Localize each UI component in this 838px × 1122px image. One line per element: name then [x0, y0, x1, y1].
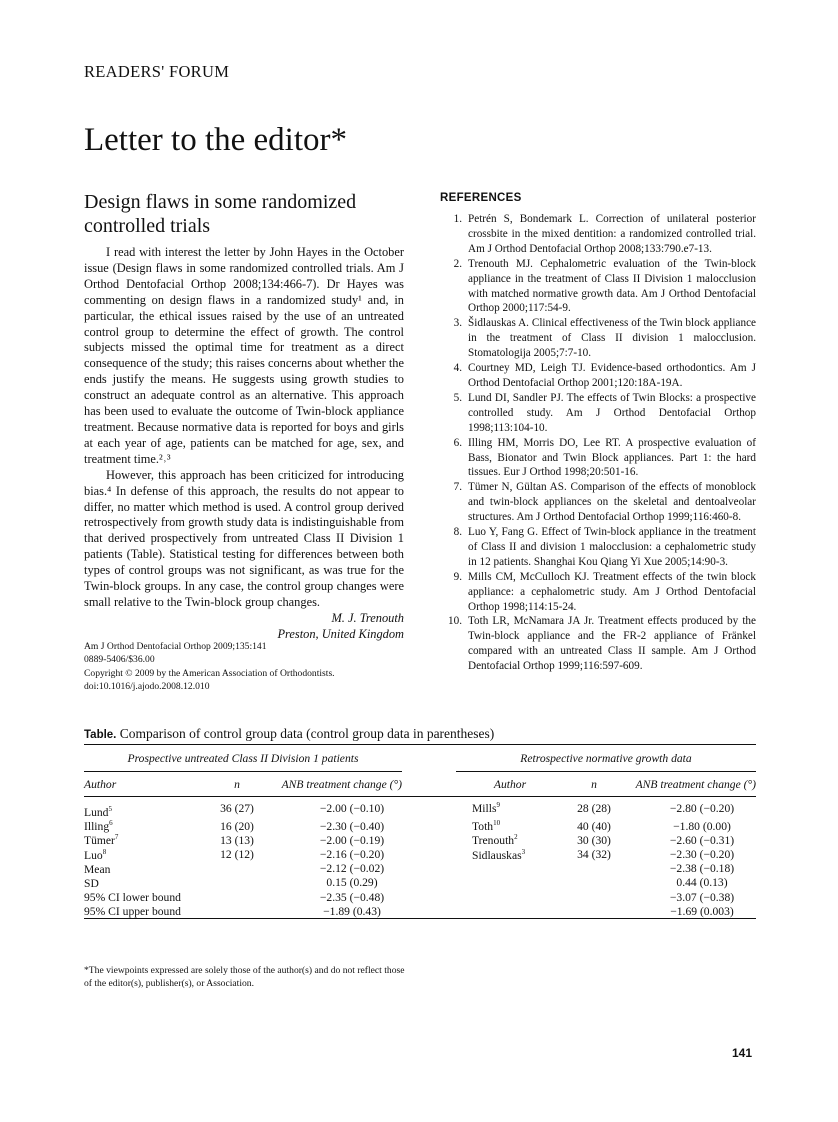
- cell-n: 13 (13): [220, 833, 254, 847]
- letter-body: [84, 245, 404, 643]
- reference-item: [440, 614, 756, 674]
- cell-anb: −2.00 (−0.19): [319, 833, 385, 847]
- header-anb: ANB treatment change (°): [281, 777, 402, 791]
- cell-anb: −2.38 (−0.18): [669, 862, 735, 876]
- reference-item: [440, 480, 756, 525]
- cell-n: [212, 862, 262, 876]
- cell-anb: −1.80 (0.00): [673, 819, 731, 833]
- cell-author: Sidlauskas$^3$: [472, 847, 526, 862]
- cell-n: 34 (32): [577, 847, 611, 861]
- reference-number: 7.: [453, 481, 462, 494]
- cell-author: [456, 904, 564, 919]
- reference-text: Toth LR, McNamara JA Jr. Treatment effects produced by the Twin-block appliance and the FR-2 appliance of Fränkel compared with an untreated Class II sample. Am J Orthod Dentofacial Orthop 1999;116:597-609.: [468, 615, 756, 673]
- page-title: Letter to the editor*: [84, 122, 347, 158]
- cell-n: [212, 904, 262, 919]
- citation: Am J Orthod Dentofacial Orthop 2009;135:141: [84, 641, 267, 652]
- reference-item: [440, 391, 756, 436]
- cell-author: Toth$^{10}$: [472, 819, 501, 834]
- caption-text: Comparison of control group data (control group data in parentheses): [119, 726, 495, 741]
- cell-author: 95% CI upper bound: [84, 905, 181, 919]
- cell-anb: −2.80 (−0.20): [669, 801, 735, 815]
- group-header-right: Retrospective normative growth data: [456, 745, 756, 772]
- reference-item: [440, 361, 756, 391]
- reference-text: Tümer N, Gültan AS. Comparison of the effects of monoblock and twin-block appliances on the skeletal and dentoalveolar structures. Am J Orthod Dentofacial Orthop 1999;116:460-8.: [468, 481, 756, 524]
- group-header-left: Prospective untreated Class II Division 1 patients: [84, 745, 402, 772]
- cell-anb: −2.16 (−0.20): [319, 847, 385, 861]
- cell-n: 36 (27): [220, 801, 254, 815]
- cell-n: [564, 862, 624, 876]
- table-caption: [84, 726, 494, 742]
- cell-n: 40 (40): [577, 819, 611, 833]
- cell-anb: −2.35 (−0.48): [319, 890, 385, 904]
- reference-text: Šidlauskas A. Clinical effectiveness of the Twin block appliance in the treatment of Class II division 1 malocclusion. Stomatologija 2005;7:7-10.: [468, 317, 756, 360]
- references-heading: REFERENCES: [440, 192, 522, 204]
- header-n: n: [591, 777, 597, 791]
- cell-author: SD: [84, 876, 99, 890]
- cell-author: [456, 876, 564, 890]
- table-row: [84, 833, 756, 847]
- header-n: n: [234, 777, 240, 791]
- cell-author: Luo$^8$: [84, 847, 107, 862]
- cell-anb: −2.60 (−0.31): [669, 833, 735, 847]
- cell-anb: −2.12 (−0.02): [319, 862, 385, 876]
- cell-anb: −1.69 (0.003): [670, 904, 734, 918]
- table-row: [84, 862, 756, 876]
- cell-n: 12 (12): [220, 847, 254, 861]
- reference-number: 10.: [448, 615, 462, 628]
- cell-author: Trenouth$^2$: [472, 833, 518, 848]
- reference-text: Petrén S, Bondemark L. Correction of unilateral posterior crossbite in the mixed dentition: a randomized controlled trial. Am J Orthod Dentofacial Orthop 2008;133:790.e7-13.: [468, 213, 756, 255]
- reference-item: [440, 436, 756, 481]
- reference-list: [440, 212, 756, 674]
- reference-number: 1.: [453, 213, 462, 225]
- reference-item: [440, 316, 756, 361]
- reference-text: Luo Y, Fang G. Effect of Twin-block appliance in the treatment of Class II and division 1 malocclusion: a cephalometric study in 12 patients. Shanghai Kou Qiang Yi Xue 2005;14:90-3.: [468, 526, 756, 568]
- reference-text: Trenouth MJ. Cephalometric evaluation of the Twin-block appliance in the treatment of Class II Division 1 malocclusion with matched normative growth data. Am J Orthod Dentofacial Orthop 2000;117:54-9.: [468, 257, 756, 315]
- reference-number: 4.: [453, 362, 462, 375]
- cell-author: Mean: [84, 862, 111, 876]
- citation-meta: [84, 640, 335, 693]
- table-label: Table.: [84, 729, 117, 741]
- table-row: [84, 890, 756, 904]
- header-anb: ANB treatment change (°): [635, 777, 756, 791]
- footnote: *The viewpoints expressed are solely those of the author(s) and do not reflect those of the editor(s), publisher(s), or Association.: [84, 965, 405, 990]
- cell-author: Illing$^6$: [84, 819, 113, 834]
- reference-number: 6.: [453, 436, 462, 449]
- reference-number: 5.: [453, 391, 462, 404]
- cell-anb: −2.00 (−0.10): [319, 801, 385, 815]
- cell-anb: −2.30 (−0.40): [319, 819, 385, 833]
- header-author: Author: [493, 777, 527, 791]
- cell-n: 28 (28): [577, 801, 611, 815]
- reference-item: [440, 212, 756, 257]
- cell-author: Tümer$^7$: [84, 833, 119, 848]
- table-row: [84, 819, 756, 833]
- issn: 0889-5406/$36.00: [84, 654, 155, 666]
- cell-n: [564, 904, 624, 919]
- cell-n: [564, 876, 624, 890]
- paragraph: I read with interest the letter by John Hayes in the October issue (Design flaws in some randomized controlled trials. Am J Orthod Dentofacial Orthop 2008;134:466-7). Dr Hayes was commenting on design flaws in a randomized study¹ and, in particular, the ethical issues raised by the use of an untreated control group to determine the effect of growth. The control subjects missed the optimal time for treatment as a direct consequence of the study; this raises concerns about whether the ends justify the means. He suggests using growth studies to construct an adequate control as an alternative. This approach has been used to evaluate the outcome of Twin-block appliance treatment. Because normative data is reported for boys and girls at each year of age, patients can be matched for age, sex, and treatment time.²˒³: [84, 245, 404, 466]
- cell-n: [212, 876, 262, 890]
- table-row: [84, 797, 756, 820]
- reference-number: 2.: [453, 257, 462, 270]
- table-row: [84, 847, 756, 861]
- reference-item: [440, 570, 756, 615]
- cell-n: [564, 890, 624, 904]
- paragraph: However, this approach has been criticized for introducing bias.⁴ In defense of this approach, the results do not appear to differ, no matter which method is used. A control group derived retrospectively from growth study data is indistinguishable from that derived prospectively from untreated Class II Division 1 patients (Table). Statistical testing for differences between both types of control groups was not significant, as was true for the Twin-block groups. In any case, the control group changes were small relative to the Twin-block group changes.: [84, 467, 404, 609]
- reference-item: [440, 525, 756, 570]
- doi: doi:10.1016/j.ajodo.2008.12.010: [84, 680, 210, 692]
- author-name: M. J. Trenouth: [331, 610, 404, 625]
- reference-text: Mills CM, McCulloch KJ. Treatment effects of the twin block appliance: a cephalometric study. Am J Orthod Dentofacial Orthop 1998;114:15-24.: [468, 570, 756, 613]
- cell-n: 16 (20): [220, 819, 254, 833]
- cell-author: [456, 862, 564, 876]
- table-row: [84, 876, 756, 890]
- cell-author: Lund$^5$: [84, 805, 112, 819]
- author-location: Preston, United Kingdom: [277, 626, 404, 641]
- reference-number: 3.: [453, 317, 462, 330]
- cell-author: Mills$^9$: [472, 801, 500, 815]
- cell-anb: −2.30 (−0.20): [669, 847, 735, 861]
- copyright: Copyright © 2009 by the American Association of Orthodontists.: [84, 667, 335, 679]
- reference-item: [440, 257, 756, 317]
- cell-anb: −1.89 (0.43): [323, 904, 381, 918]
- section-label: READERS' FORUM: [84, 62, 230, 81]
- table-row: [84, 904, 756, 919]
- header-author: Author: [84, 777, 117, 791]
- reference-text: Illing HM, Morris DO, Lee RT. A prospective evaluation of Bass, Bionator and Twin Block appliances. Part 1: the hard tissues. Eur J Orthod 1998;20:501-16.: [468, 436, 756, 479]
- article-title: Design flaws in some randomized controlled trials: [84, 191, 357, 237]
- reference-number: 9.: [453, 570, 462, 583]
- cell-anb: 0.44 (0.13): [676, 876, 728, 890]
- cell-author: 95% CI lower bound: [84, 890, 181, 904]
- cell-anb: −3.07 (−0.38): [669, 890, 735, 904]
- page-number: 141: [732, 1046, 753, 1060]
- reference-text: Lund DI, Sandler PJ. The effects of Twin Blocks: a prospective controlled study. Am J Orthod Dentofacial Orthop 1998;113:104-10.: [468, 391, 756, 434]
- cell-n: 30 (30): [577, 833, 611, 847]
- cell-anb: 0.15 (0.29): [326, 876, 378, 890]
- reference-text: Courtney MD, Leigh TJ. Evidence-based orthodontics. Am J Orthod Dentofacial Orthop 2001;120:18A-19A.: [468, 362, 756, 389]
- cell-n: [212, 890, 262, 904]
- reference-number: 8.: [453, 526, 462, 539]
- comparison-table: [84, 744, 756, 919]
- cell-author: [456, 890, 564, 904]
